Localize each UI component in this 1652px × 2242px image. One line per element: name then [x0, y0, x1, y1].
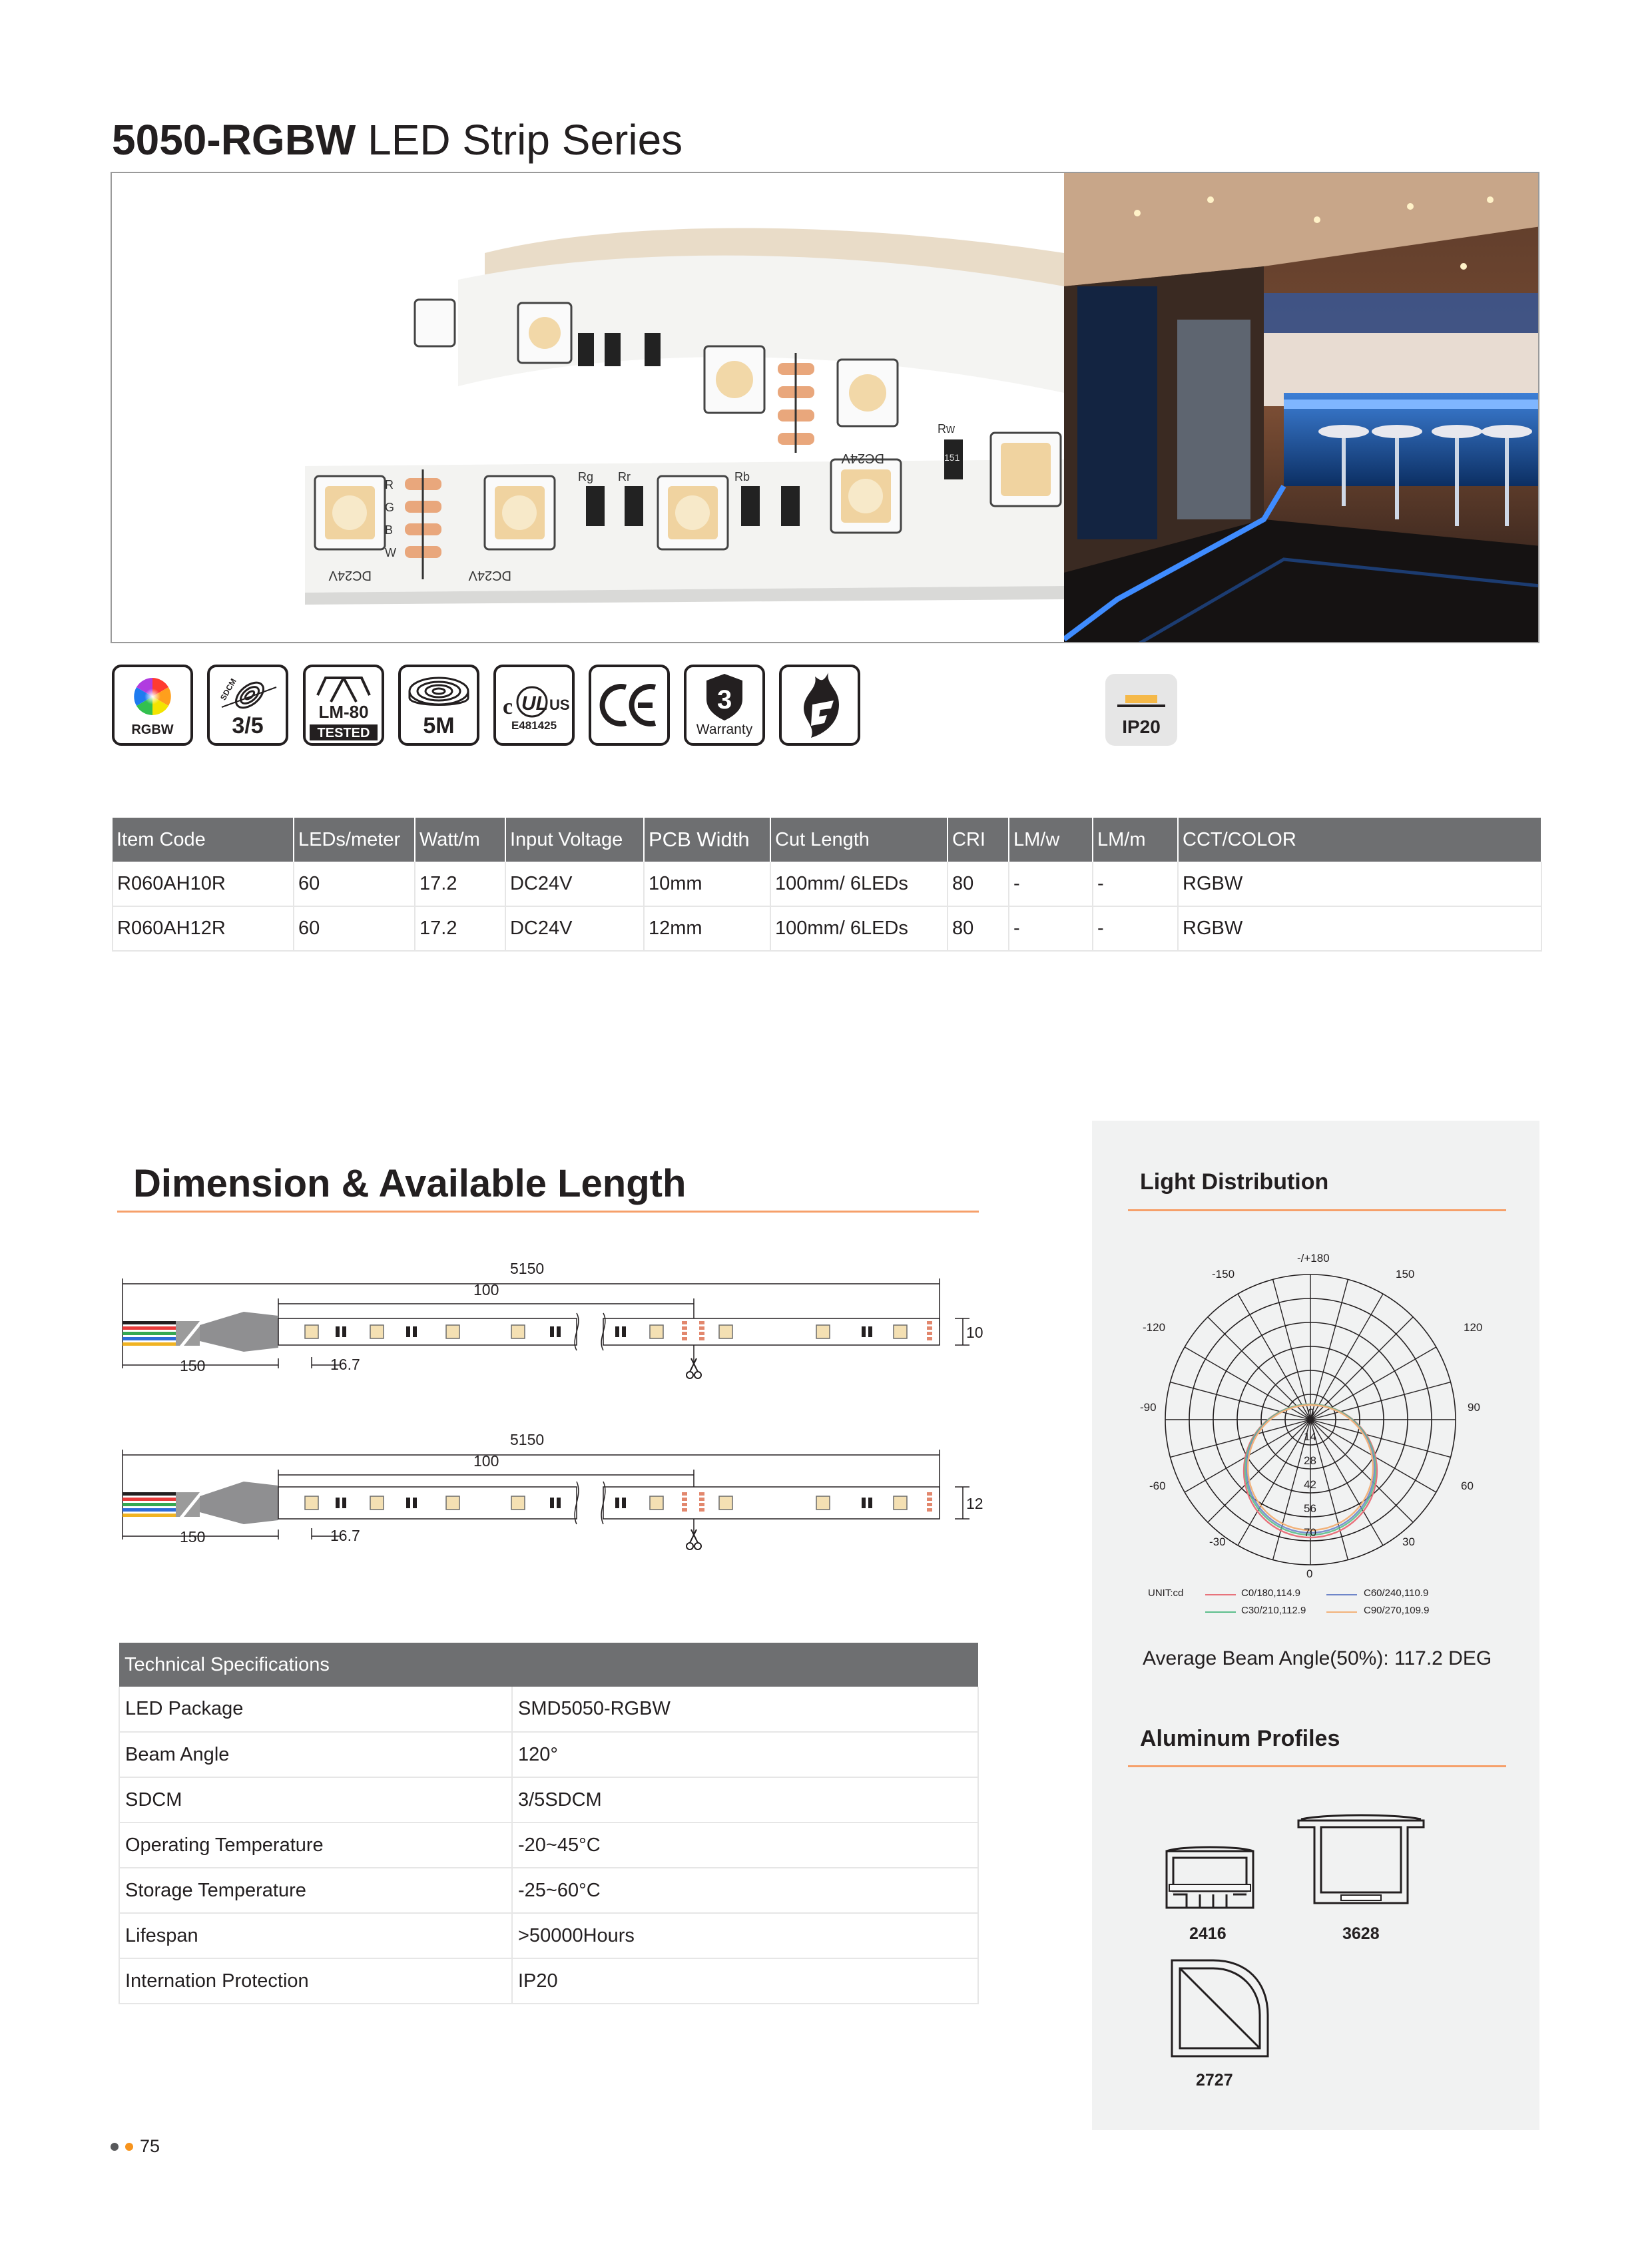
table-row: [119, 1868, 978, 1913]
dim-led-pitch: 16.7: [330, 1527, 360, 1544]
polar-angle-label: -/+180: [1297, 1252, 1330, 1264]
dimension-drawing-svg: [111, 1423, 989, 1603]
footer-dot-dark: [111, 2143, 119, 2151]
silkscreen-resistor-label: Rg: [578, 470, 594, 483]
col-header: CCT/COLOR: [1178, 818, 1541, 862]
cert-caption: RGBW: [131, 722, 174, 737]
col-header: Cut Length: [770, 818, 948, 862]
silkscreen-voltage-2: DC24V: [468, 568, 511, 583]
table-row: [119, 1687, 978, 1732]
cert-sub: TESTED: [317, 726, 370, 740]
col-header: LM/w: [1009, 818, 1093, 862]
spec-label: Beam Angle: [119, 1732, 512, 1777]
polar-radial-label: 56: [1304, 1502, 1316, 1515]
dim-lead-length: 150: [180, 1528, 206, 1545]
cert-caption: 3/5: [232, 713, 264, 738]
table-row: [119, 1913, 978, 1958]
ul-listed-icon: [493, 665, 575, 746]
product-table: [112, 818, 1542, 952]
cert-caption: 5M: [423, 713, 455, 738]
polar-spoke: [1310, 1317, 1413, 1420]
dim-cut-segment: 100: [473, 1452, 499, 1470]
polar-spoke: [1185, 1347, 1310, 1420]
spec-label: Storage Temperature: [119, 1868, 512, 1913]
legend-label: C30/210,112.9: [1241, 1605, 1306, 1616]
polar-spoke: [1310, 1347, 1436, 1420]
dimension-drawing-12mm: [111, 1423, 989, 1603]
polar-angle-label: 150: [1396, 1268, 1415, 1280]
cert-caption: E481425: [511, 719, 557, 732]
spec-value: -25~60°C: [512, 1868, 978, 1913]
dimension-drawing-10mm: [111, 1252, 989, 1432]
table-cell: 80: [948, 906, 1009, 951]
polar-diagram: [1132, 1245, 1505, 1631]
silkscreen-pad-b: B: [385, 523, 394, 537]
silkscreen-resistor-label: Rb: [734, 470, 750, 483]
polar-angle-label: 0: [1306, 1567, 1313, 1580]
spec-value: 120°: [512, 1732, 978, 1777]
col-header: PCB Width: [644, 818, 770, 862]
polar-radial-label: 42: [1304, 1478, 1316, 1491]
spec-label: SDCM: [119, 1777, 512, 1822]
polar-angle-label: 30: [1402, 1536, 1415, 1548]
profile-2727-drawing: [1167, 1955, 1273, 2062]
silkscreen-resistor-code: 151: [944, 452, 960, 463]
light-distribution-rule: [1128, 1209, 1506, 1211]
table-cell: 60: [294, 862, 415, 906]
table-cell: 17.2: [415, 906, 505, 951]
dim-cut-segment: 100: [473, 1281, 499, 1298]
polar-angle-label: 120: [1464, 1321, 1483, 1334]
col-header: CRI: [948, 818, 1009, 862]
table-cell: 17.2: [415, 862, 505, 906]
profile-label: 2727: [1196, 2071, 1233, 2090]
light-distribution-title: Light Distribution: [1140, 1169, 1329, 1195]
dimension-drawing-svg: [111, 1252, 989, 1432]
table-row: [113, 906, 1541, 951]
table-cell: -: [1009, 906, 1093, 951]
dimension-title-rule: [117, 1211, 979, 1213]
aluminum-profiles-title: Aluminum Profiles: [1140, 1726, 1340, 1751]
dimension-title: Dimension & Available Length: [133, 1162, 687, 1205]
spec-label: LED Package: [119, 1687, 512, 1732]
spec-label: Lifespan: [119, 1913, 512, 1958]
flammability-icon: [779, 665, 860, 746]
warranty-years: 3: [717, 685, 732, 714]
profile-label: 2416: [1189, 1924, 1227, 1943]
profile-2416-drawing: [1160, 1844, 1260, 1924]
polar-radial-label: 14: [1304, 1430, 1316, 1443]
silkscreen-voltage-3: DC24V: [841, 451, 884, 465]
beam-angle-text: Average Beam Angle(50%): 117.2 DEG: [1143, 1647, 1492, 1669]
spec-label: Operating Temperature: [119, 1822, 512, 1868]
dim-led-pitch: 16.7: [330, 1356, 360, 1373]
legend-swatch: [1326, 1594, 1357, 1595]
table-row: [119, 1777, 978, 1822]
sdcm-ellipse-icon: [207, 665, 288, 746]
table-row: [119, 1732, 978, 1777]
polar-spoke: [1238, 1294, 1310, 1420]
polar-angle-label: -60: [1149, 1480, 1166, 1492]
table-cell: DC24V: [505, 906, 644, 951]
polar-radial-label: 28: [1304, 1454, 1316, 1467]
kitchen-photo: [1064, 173, 1539, 643]
silkscreen-resistor-label: Rr: [618, 470, 631, 483]
table-cell: R060AH12R: [113, 906, 294, 951]
col-header: LEDs/meter: [294, 818, 415, 862]
silkscreen-pad-r: R: [385, 478, 394, 491]
col-header: LM/m: [1093, 818, 1178, 862]
table-row: [119, 1822, 978, 1868]
dim-lead-length: 150: [180, 1357, 206, 1374]
cert-caption: Warranty: [696, 722, 753, 737]
dim-total-length: 5150: [510, 1260, 545, 1277]
warranty-shield-icon: [684, 665, 765, 746]
silkscreen-resistor-label: Rw: [938, 422, 955, 435]
page-number: 75: [140, 2136, 160, 2156]
legend-label: C60/240,110.9: [1364, 1587, 1429, 1599]
col-header: Watt/m: [415, 818, 505, 862]
table-cell: RGBW: [1178, 862, 1541, 906]
tech-spec-table: [119, 1643, 979, 2004]
polar-spoke: [1310, 1294, 1383, 1420]
strip-photo: [112, 173, 1064, 643]
table-cell: -: [1009, 862, 1093, 906]
legend-swatch: [1205, 1611, 1236, 1613]
model-name: 5050-RGBW: [112, 116, 356, 164]
tech-spec-header: Technical Specifications: [119, 1643, 978, 1687]
page-footer: [111, 2136, 160, 2157]
ul-us-mark: US: [549, 697, 570, 713]
profile-3628-drawing: [1294, 1813, 1428, 1912]
footer-dot-orange: [125, 2143, 133, 2151]
table-cell: RGBW: [1178, 906, 1541, 951]
polar-grid: [1132, 1245, 1505, 1618]
table-cell: 100mm/ 6LEDs: [770, 862, 948, 906]
col-header: Input Voltage: [505, 818, 644, 862]
cert-caption: LM-80: [318, 702, 369, 722]
table-cell: 10mm: [644, 862, 770, 906]
ip20-icon: [1105, 674, 1177, 746]
hero-image: [111, 172, 1539, 643]
rgb-color-wheel-icon: [112, 665, 193, 746]
ce-mark-icon: [589, 665, 670, 746]
silkscreen-pad-g: G: [385, 501, 395, 514]
dim-width: 12: [966, 1495, 983, 1512]
reel-icon: [398, 665, 479, 746]
sdcm-label: SDCM: [218, 677, 238, 702]
table-cell: -: [1093, 906, 1178, 951]
col-header: Item Code: [113, 818, 294, 862]
silkscreen-pad-w: W: [385, 546, 396, 559]
lm80-tested-icon: [303, 665, 384, 746]
table-header-row: [113, 818, 1541, 862]
table-cell: 60: [294, 906, 415, 951]
polar-angle-label: 90: [1468, 1401, 1480, 1414]
spec-value: -20~45°C: [512, 1822, 978, 1868]
spec-value: 3/5SDCM: [512, 1777, 978, 1822]
polar-spoke: [1208, 1317, 1310, 1420]
polar-angle-label: 60: [1461, 1480, 1474, 1492]
svg-text:c: c: [503, 695, 513, 719]
spec-value: IP20: [512, 1958, 978, 2004]
table-row: [119, 1958, 978, 2004]
polar-angle-label: -90: [1140, 1401, 1157, 1414]
table-cell: DC24V: [505, 862, 644, 906]
polar-angle-label: -120: [1143, 1321, 1166, 1334]
dim-width: 10: [966, 1324, 983, 1341]
silkscreen-voltage-1: DC24V: [328, 568, 372, 583]
polar-radial-label: 0: [1308, 1406, 1314, 1419]
polar-angle-label: -150: [1212, 1268, 1235, 1280]
table-cell: 100mm/ 6LEDs: [770, 906, 948, 951]
dim-total-length: 5150: [510, 1431, 545, 1448]
table-cell: R060AH10R: [113, 862, 294, 906]
spec-value: >50000Hours: [512, 1913, 978, 1958]
series-name: LED Strip Series: [368, 116, 683, 164]
cert-caption: IP20: [1122, 716, 1161, 737]
polar-unit: UNIT:cd: [1148, 1587, 1184, 1599]
legend-swatch: [1326, 1611, 1357, 1613]
legend-label: C0/180,114.9: [1241, 1587, 1300, 1599]
polar-radial-label: 70: [1304, 1526, 1316, 1539]
aluminum-profiles-rule: [1128, 1765, 1506, 1767]
table-cell: 12mm: [644, 906, 770, 951]
profile-label: 3628: [1342, 1924, 1380, 1943]
polar-angle-label: -30: [1209, 1536, 1226, 1548]
page-title: [112, 112, 683, 168]
spec-value: SMD5050-RGBW: [512, 1687, 978, 1732]
svg-text:UL: UL: [521, 693, 548, 714]
table-cell: -: [1093, 862, 1178, 906]
table-header-row: [119, 1643, 978, 1687]
legend-label: C90/270,109.9: [1364, 1605, 1430, 1616]
table-cell: 80: [948, 862, 1009, 906]
legend-swatch: [1205, 1594, 1236, 1595]
spec-label: Internation Protection: [119, 1958, 512, 2004]
table-row: [113, 862, 1541, 906]
